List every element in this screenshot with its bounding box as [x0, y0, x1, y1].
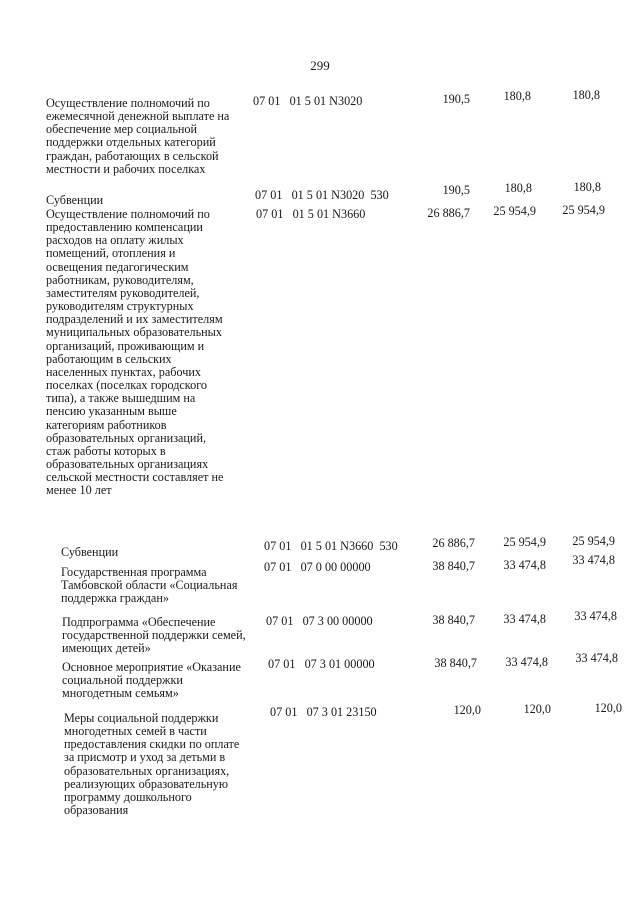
row-value-2: 120,0 [523, 702, 551, 716]
row-value-2: 33 474,8 [505, 655, 548, 669]
row-value-1: 38 840,7 [432, 613, 475, 627]
row-value-3: 25 954,9 [562, 203, 605, 217]
row-value-3: 120,0 [594, 701, 622, 715]
row-code: 07 01 07 3 01 00000 [268, 657, 375, 671]
row-name: Осуществление полномочий по предоставлению компенсации расходов на оплату жилых помещений, отопления и освещения педагогическим работникам, руководителям, заместителям руководителей, руководителям структурных подразделений и их заместителям муниципальных образовательных организаций, проживающим и работающим в сельских населенных пунктах, рабочих поселках (поселках городского типа), а также вышедшим на пенсию указанным выше категориям работников образовательных организаций, стаж работы которых в образовательных организациях сельской местности составляет не менее 10 лет [46, 207, 224, 498]
row-value-1: 120,0 [453, 703, 481, 717]
row-value-3: 33 474,8 [574, 609, 617, 623]
row-code: 07 01 07 0 00 00000 [264, 560, 371, 574]
row-value-3: 33 474,8 [572, 553, 615, 567]
row-value-1: 26 886,7 [432, 536, 475, 550]
row-value-2: 25 954,9 [493, 204, 536, 218]
row-code: 07 01 01 5 01 N3660 [256, 207, 366, 221]
row-name: Субвенции [46, 193, 104, 207]
row-name: Субвенции [61, 545, 119, 559]
row-name: Государственная программа Тамбовской области «Социальная поддержка граждан» [61, 565, 238, 606]
row-name: Подпрограмма «Обеспечение государственной поддержки семей, имеющих детей» [62, 615, 246, 656]
row-value-1: 190,5 [442, 92, 470, 106]
row-code: 07 01 01 5 01 N3020 [253, 94, 363, 108]
row-name: Основное мероприятие «Оказание социальной поддержки многодетным семьям» [62, 660, 241, 701]
row-value-1: 38 840,7 [434, 656, 477, 670]
row-value-2: 180,8 [503, 89, 531, 103]
row-code: 07 01 01 5 01 N3020 530 [255, 188, 389, 202]
row-code: 07 01 01 5 01 N3660 530 [264, 539, 398, 553]
row-value-3: 180,8 [573, 180, 601, 194]
row-code: 07 01 07 3 01 23150 [270, 705, 377, 719]
row-name: Осуществление полномочий по ежемесячной денежной выплате на обеспечение мер социальной поддержки отдельных категорий граждан, работающих в сельской местности и рабочих поселках [46, 96, 230, 176]
row-value-3: 180,8 [572, 88, 600, 102]
row-value-2: 33 474,8 [503, 612, 546, 626]
row-name: Меры социальной поддержки многодетных семей в части предоставления скидки по оплате за присмотр и уход за детьми в образовательных организациях, реализующих образовательную программу дошкольного образования [64, 711, 240, 818]
row-value-3: 25 954,9 [572, 534, 615, 548]
row-value-1: 190,5 [442, 183, 470, 197]
row-value-1: 38 840,7 [432, 559, 475, 573]
row-value-2: 25 954,9 [503, 535, 546, 549]
row-value-1: 26 886,7 [427, 206, 470, 220]
row-code: 07 01 07 3 00 00000 [266, 614, 373, 628]
row-value-2: 33 474,8 [503, 558, 546, 572]
row-value-2: 180,8 [504, 181, 532, 195]
row-value-3: 33 474,8 [575, 651, 618, 665]
page-number: 299 [310, 58, 330, 73]
